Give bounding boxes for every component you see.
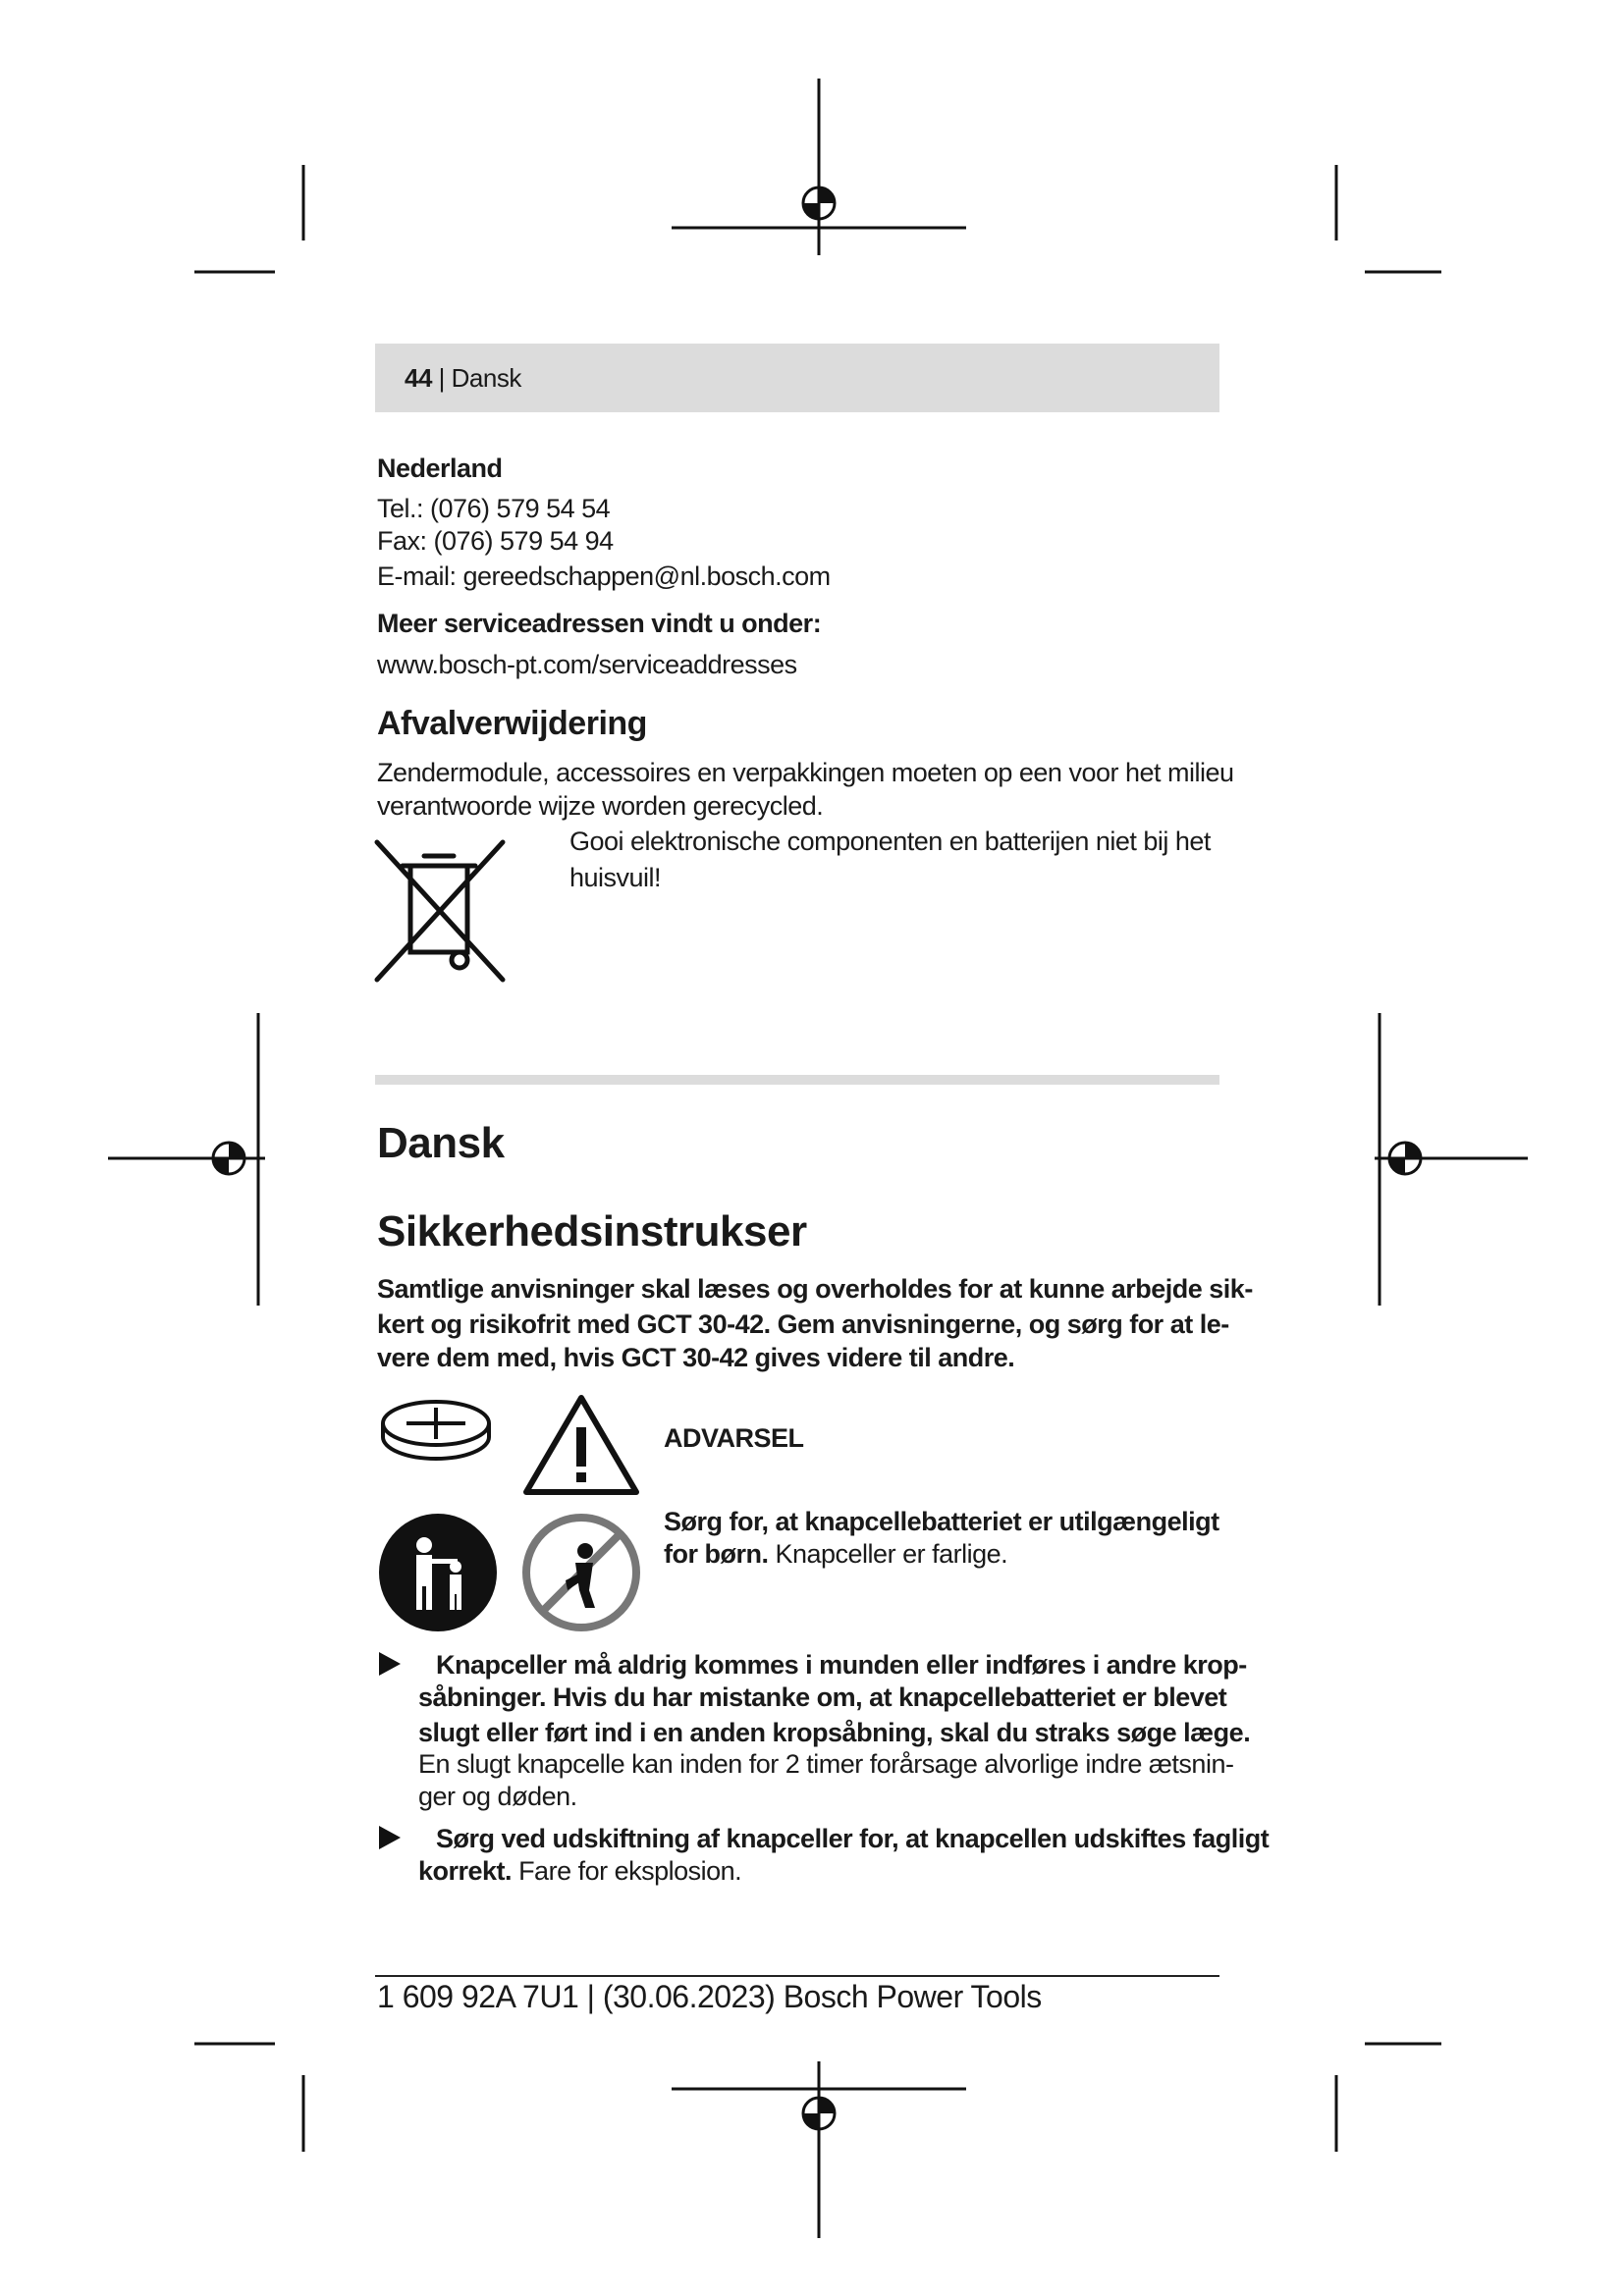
disposal-title: Afvalverwijdering xyxy=(377,705,647,742)
bullet-marker-2 xyxy=(379,1826,401,1849)
bullet2-bold-line1: Sørg ved udskiftning af knapceller for, at knapcellen udskiftes fagligt xyxy=(436,1824,1270,1853)
language-title: Dansk xyxy=(377,1119,505,1167)
footer-text: 1 609 92A 7U1 | (30.06.2023) Bosch Power Tools xyxy=(377,1979,1042,2014)
bullet1-bold-line3: slugt eller ført ind i en anden kropsåbning, skal du straks søge læge. xyxy=(418,1718,1251,1747)
warning-label: ADVARSEL xyxy=(664,1423,804,1453)
header-separator: | xyxy=(438,363,445,393)
page-header xyxy=(375,344,1219,412)
bullet1-bold-line1: Knapceller må aldrig kommes i munden eller indføres i andre krop- xyxy=(436,1650,1247,1680)
service-url[interactable]: www.bosch-pt.com/serviceaddresses xyxy=(377,650,797,679)
bullet1-bold-line2: såbninger. Hvis du har mistanke om, at knapcellebatteriet er blevet xyxy=(418,1682,1227,1712)
contact-fax: Fax: (076) 579 54 94 xyxy=(377,526,614,556)
disposal-line1: Zendermodule, accessoires en verpakkingen moeten op een voor het milieu xyxy=(377,758,1234,787)
bullet-marker-1 xyxy=(379,1652,401,1676)
page-number: 44 xyxy=(405,363,432,393)
warning-rest: Knapceller er farlige. xyxy=(768,1539,1008,1569)
disposal-line2: verantwoorde wijze worden gerecycled. xyxy=(377,791,824,821)
intro-line2: kert og risikofrit med GCT 30-42. Gem anvisningerne, og sørg for at le- xyxy=(377,1309,1229,1339)
intro-line3: vere dem med, hvis GCT 30-42 gives videre til andre. xyxy=(377,1343,1015,1372)
warning-triangle-icon xyxy=(520,1392,642,1500)
warning-bold-1: Sørg for, at knapcellebatteriet er utilgængeligt xyxy=(664,1507,1219,1536)
button-cell-icon xyxy=(377,1394,495,1472)
section-separator xyxy=(375,1075,1219,1085)
bullet2-line2 xyxy=(418,1854,741,1888)
service-label: Meer serviceadressen vindt u onder: xyxy=(377,609,822,638)
disposal-icon-line2: huisvuil! xyxy=(569,863,662,892)
bullet1-text-line1: En slugt knapcelle kan inden for 2 timer forårsage alvorlige indre ætsnin- xyxy=(418,1749,1234,1779)
no-swallow-icon xyxy=(520,1512,642,1633)
footer-rule xyxy=(375,1975,1219,1977)
bullet2-bold-2: korrekt. xyxy=(418,1856,513,1886)
contact-tel: Tel.: (076) 579 54 54 xyxy=(377,494,611,523)
contact-email[interactable]: E-mail: gereedschappen@nl.bosch.com xyxy=(377,561,831,591)
section-title: Sikkerhedsinstrukser xyxy=(377,1207,807,1255)
header-section: Dansk xyxy=(451,363,521,393)
crossed-out-bin-icon xyxy=(373,836,507,984)
contact-country: Nederland xyxy=(377,454,503,483)
warning-bold-2: for børn. xyxy=(664,1539,769,1569)
bullet1-text-line2: ger og døden. xyxy=(418,1782,577,1811)
child-icon xyxy=(377,1512,499,1633)
intro-line1: Samtlige anvisninger skal læses og overholdes for at kunne arbejde sik- xyxy=(377,1274,1253,1304)
disposal-icon-line1: Gooi elektronische componenten en batterijen niet bij het xyxy=(569,827,1211,856)
warning-line2 xyxy=(664,1537,1007,1571)
bullet2-rest: Fare for eksplosion. xyxy=(512,1856,742,1886)
